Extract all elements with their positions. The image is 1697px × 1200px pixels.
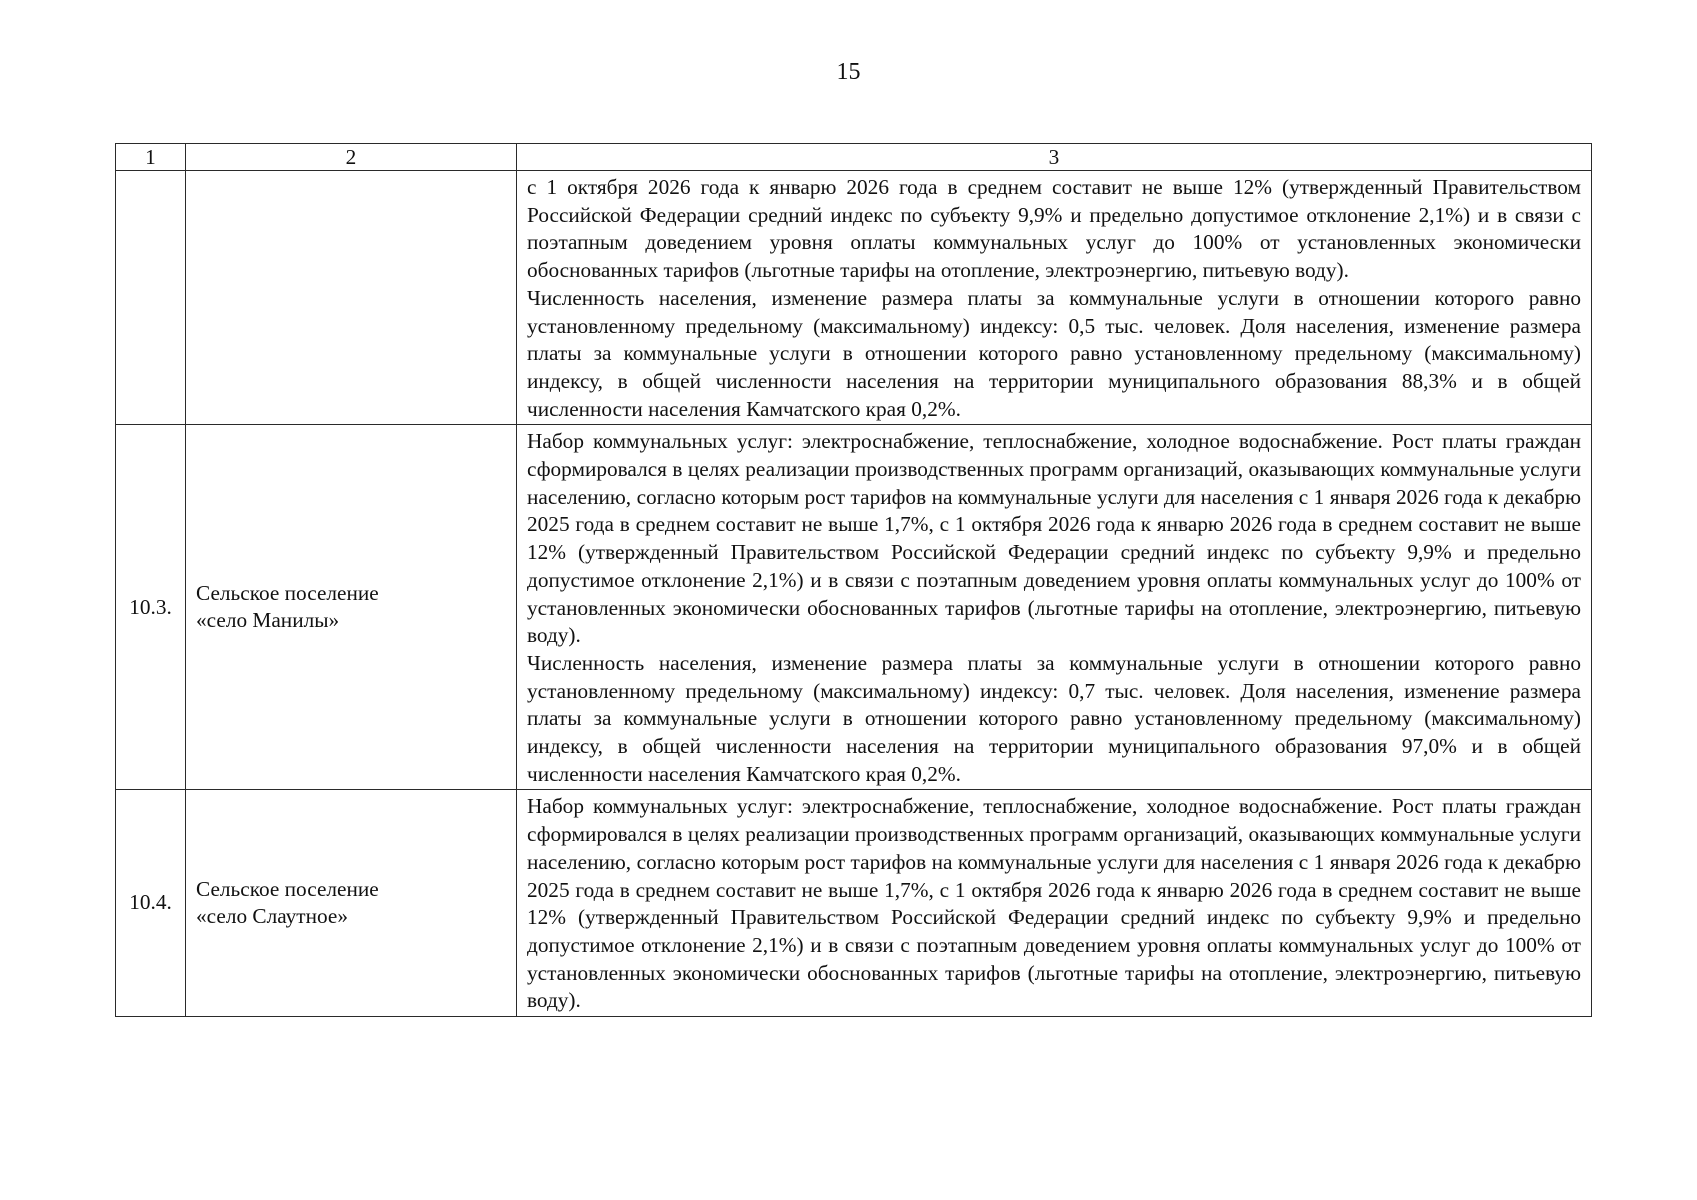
settlement-name bbox=[186, 425, 517, 790]
table-row bbox=[116, 171, 1592, 425]
table-header-row bbox=[116, 144, 1592, 171]
description-cell bbox=[517, 425, 1592, 790]
description-cell bbox=[517, 171, 1592, 425]
header-cell-1: 1 bbox=[116, 144, 186, 171]
row-number: 10.4. bbox=[116, 790, 186, 1017]
description-cell bbox=[517, 790, 1592, 1017]
description-paragraph: с 1 октября 2026 года к январю 2026 года в среднем составит не выше 12% (утвержденный Правительством Российской Федерации средний индекс по субъекту 9,9% и предельно допустимое отклонение 2,1%) и в связи с поэтапным доведением уровня оплаты коммунальных услуг до 100% от установленных экономически обоснованных тарифов (льготные тарифы на отопление, электроэнергию, питьевую воду). bbox=[527, 175, 1581, 283]
row-number bbox=[116, 171, 186, 425]
settlement-name-line: «село Слаутное» bbox=[196, 904, 348, 929]
table-row bbox=[116, 425, 1592, 790]
settlement-name bbox=[186, 790, 517, 1017]
header-cell-2: 2 bbox=[186, 144, 517, 171]
settlement-name-line: «село Манилы» bbox=[196, 608, 340, 633]
description-paragraph: Численность населения, изменение размера платы за коммунальные услуги в отношении которого равно установленному предельному (максимальному) индексу: 0,7 тыс. человек. Доля населения, изменение размера платы за коммунальные услуги в отношении которого равно установленному предельному (максимальному) индексу, в общей численности населения на территории муниципального образования 97,0% и в общей численности населения Камчатского края 0,2%. bbox=[527, 650, 1581, 786]
description-paragraph: Численность населения, изменение размера платы за коммунальные услуги в отношении которого равно установленному предельному (максимальному) индексу: 0,5 тыс. человек. Доля населения, изменение размера платы за коммунальные услуги в отношении которого равно установленному предельному (максимальному) индексу, в общей численности населения на территории муниципального образования 88,3% и в общей численности населения Камчатского края 0,2%. bbox=[527, 285, 1581, 421]
settlement-name bbox=[186, 171, 517, 425]
description-paragraph: Набор коммунальных услуг: электроснабжение, теплоснабжение, холодное водоснабжение. Рост платы граждан сформировался в целях реализации производственных программ организаций, оказывающих коммунальные услуги населению, согласно которым рост тарифов на коммунальные услуги для населения с 1 января 2026 года к декабрю 2025 года в среднем составит не выше 1,7%, с 1 октября 2026 года к январю 2026 года в среднем составит не выше 12% (утвержденный Правительством Российской Федерации средний индекс по субъекту 9,9% и предельно допустимое отклонение 2,1%) и в связи с поэтапным доведением уровня оплаты коммунальных услуг до 100% от установленных экономически обоснованных тарифов (льготные тарифы на отопление, электроэнергию, питьевую воду). bbox=[527, 794, 1581, 1013]
row-number: 10.3. bbox=[116, 425, 186, 790]
tariff-table bbox=[115, 143, 1592, 1017]
table-row bbox=[116, 790, 1592, 1017]
page-number: 15 bbox=[836, 59, 861, 85]
description-paragraph: Набор коммунальных услуг: электроснабжение, теплоснабжение, холодное водоснабжение. Рост платы граждан сформировался в целях реализации производственных программ организаций, оказывающих коммунальные услуги населению, согласно которым рост тарифов на коммунальные услуги для населения с 1 января 2026 года к декабрю 2025 года в среднем составит не выше 1,7%, с 1 октября 2026 года к январю 2026 года в среднем составит не выше 12% (утвержденный Правительством Российской Федерации средний индекс по субъекту 9,9% и предельно допустимое отклонение 2,1%) и в связи с поэтапным доведением уровня оплаты коммунальных услуг до 100% от установленных экономически обоснованных тарифов (льготные тарифы на отопление, электроэнергию, питьевую воду). bbox=[527, 429, 1581, 648]
header-cell-3: 3 bbox=[517, 144, 1592, 171]
settlement-name-line: Сельское поселение bbox=[196, 580, 379, 605]
settlement-name-line: Сельское поселение bbox=[196, 876, 379, 901]
